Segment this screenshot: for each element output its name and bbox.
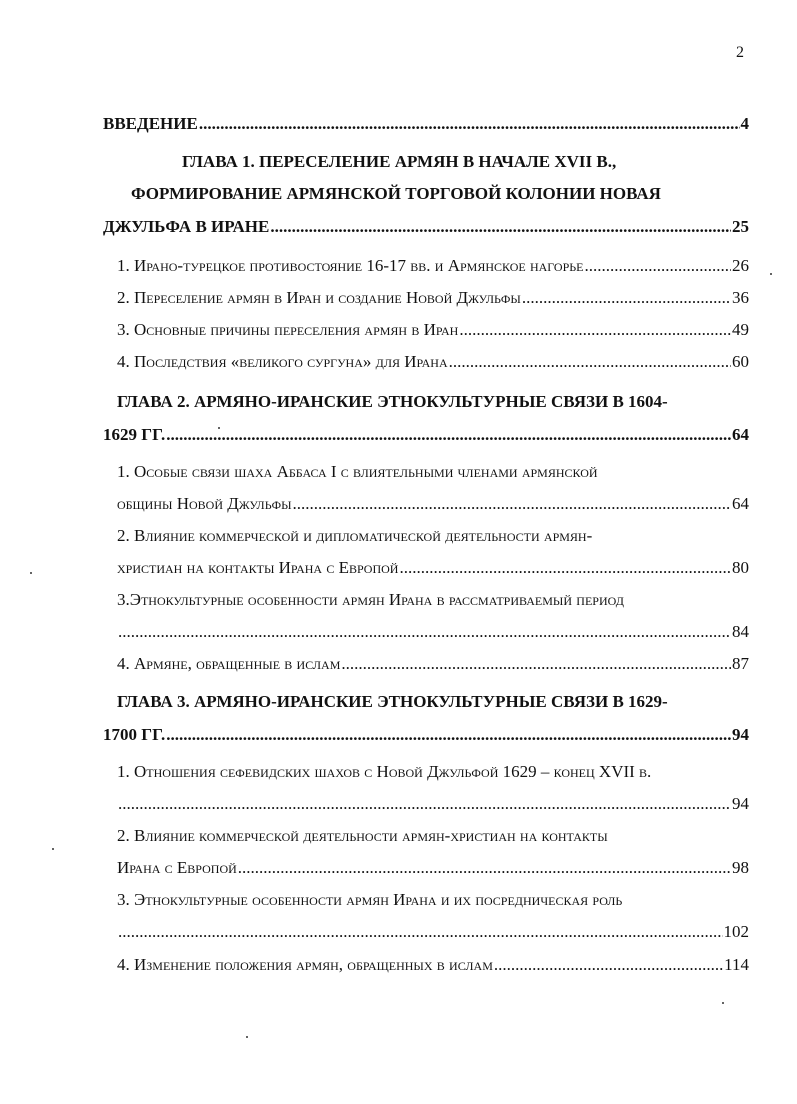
toc-entry-chapter1: [103, 217, 749, 237]
toc-entry-2-1: [117, 494, 749, 514]
toc-page: 25: [732, 217, 749, 236]
toc-title: 2. Влияние коммерческой и дипломатической деятельности армян-: [117, 526, 593, 545]
toc-title: 3. Основные причины переселения армян в Иран: [117, 320, 459, 339]
toc-title: 4. Армяне, обращенные в ислам: [117, 654, 341, 673]
toc-entry-chapter2: [103, 425, 749, 445]
toc-title: 4. Изменение положения армян, обращенных в ислам: [117, 955, 493, 974]
scan-speck: [52, 848, 54, 850]
toc-title: 1629 ГГ.: [103, 425, 166, 444]
dot-leader: [270, 217, 731, 237]
toc-page: 87: [732, 654, 749, 673]
toc-entry-2-3-line1: [117, 590, 749, 610]
toc-page: 26: [732, 256, 749, 275]
toc-entry-3-2: [117, 858, 749, 878]
toc-title: 3. Этнокультурные особенности армян Ирана и их посредническая роль: [117, 890, 623, 909]
toc-entry-3-3: [117, 922, 749, 942]
dot-leader: [399, 558, 731, 578]
toc-title: общины Новой Джульфы: [117, 494, 292, 513]
toc-entry-introduction: [103, 114, 749, 134]
dot-leader: [166, 725, 731, 745]
dot-leader: [341, 654, 731, 674]
chapter1-heading-line2: ФОРМИРОВАНИЕ АРМЯНСКОЙ ТОРГОВОЙ КОЛОНИИ НОВАЯ: [131, 184, 661, 203]
dot-leader: [238, 858, 731, 878]
toc-page: 60: [732, 352, 749, 371]
dot-leader: [459, 320, 731, 340]
toc-title: Ирана с Европой: [117, 858, 237, 877]
toc-entry-3-3-line1: [117, 890, 749, 910]
toc-title: 1. Ирано-турецкое противостояние 16-17 вв. и Армянское нагорье: [117, 256, 584, 275]
toc-entry-2-2-line1: [117, 526, 749, 546]
toc-entry-2-2: [117, 558, 749, 578]
chapter3-heading-line1: ГЛАВА 3. АРМЯНО-ИРАНСКИЕ ЭТНОКУЛЬТУРНЫЕ СВЯЗИ В 1629-: [117, 692, 668, 711]
toc-title: ВВЕДЕНИЕ: [103, 114, 198, 133]
scan-speck: [722, 1002, 724, 1004]
toc-title: 1700 ГГ.: [103, 725, 166, 744]
toc-entry-3-1-line1: [117, 762, 749, 782]
toc-page: 64: [732, 425, 749, 444]
toc-title: 4. Последствия «великого сургуна» для Ирана: [117, 352, 448, 371]
toc-page: 84: [732, 622, 749, 641]
toc-entry-1-3: [117, 320, 749, 340]
toc-page: 94: [732, 725, 749, 744]
toc-entry-1-1: [117, 256, 749, 276]
toc-page: 94: [732, 794, 749, 813]
dot-leader: [585, 256, 732, 276]
dot-leader: [293, 494, 731, 514]
toc-entry-1-4: [117, 352, 749, 372]
toc-title: христиан на контакты Ирана с Европой: [117, 558, 399, 577]
toc-page: 102: [723, 922, 749, 941]
chapter1-heading-line1: ГЛАВА 1. ПЕРЕСЕЛЕНИЕ АРМЯН В НАЧАЛЕ XVII В.,: [182, 152, 617, 171]
toc-title: 1. Отношения сефевидских шахов с Новой Джульфой 1629 – конец XVII в.: [117, 762, 652, 781]
toc-page: 4: [740, 114, 749, 133]
toc-entry-2-4: [117, 654, 749, 674]
toc-page: 80: [732, 558, 749, 577]
scan-speck: [246, 1036, 248, 1038]
toc-entry-3-1: [117, 794, 749, 814]
page-number: 2: [736, 44, 744, 61]
toc-entry-3-2-line1: [117, 826, 749, 846]
dot-leader: [118, 922, 723, 942]
toc-title: 2. Влияние коммерческой деятельности армян-христиан на контакты: [117, 826, 608, 845]
dot-leader: [449, 352, 731, 372]
toc-entry-3-4: [117, 955, 749, 975]
toc-title: 1. Особые связи шаха Аббаса I с влиятельными членами армянской: [117, 462, 598, 481]
toc-page: 114: [724, 955, 749, 974]
dot-leader: [166, 425, 731, 445]
dot-leader: [118, 794, 731, 814]
scan-speck: [30, 572, 32, 574]
chapter2-heading-line1: ГЛАВА 2. АРМЯНО-ИРАНСКИЕ ЭТНОКУЛЬТУРНЫЕ СВЯЗИ В 1604-: [117, 392, 668, 411]
toc-title: 3.Этнокультурные особенности армян Ирана в рассматриваемый период: [117, 590, 624, 609]
toc-title: 2. Переселение армян в Иран и создание Новой Джульфы: [117, 288, 521, 307]
toc-entry-1-2: [117, 288, 749, 308]
dot-leader: [494, 955, 723, 975]
toc-title: ДЖУЛЬФА В ИРАНЕ: [103, 217, 270, 236]
dot-leader: [199, 114, 740, 134]
toc-page: 98: [732, 858, 749, 877]
dot-leader: [118, 622, 731, 642]
toc-entry-chapter3: [103, 725, 749, 745]
toc-page: 49: [732, 320, 749, 339]
scan-speck: [770, 273, 772, 275]
toc-entry-2-3: [117, 622, 749, 642]
dot-leader: [522, 288, 731, 308]
scan-speck: [218, 427, 220, 429]
toc-page: 64: [732, 494, 749, 513]
toc-page: 36: [732, 288, 749, 307]
toc-entry-2-1-line1: [117, 462, 749, 482]
